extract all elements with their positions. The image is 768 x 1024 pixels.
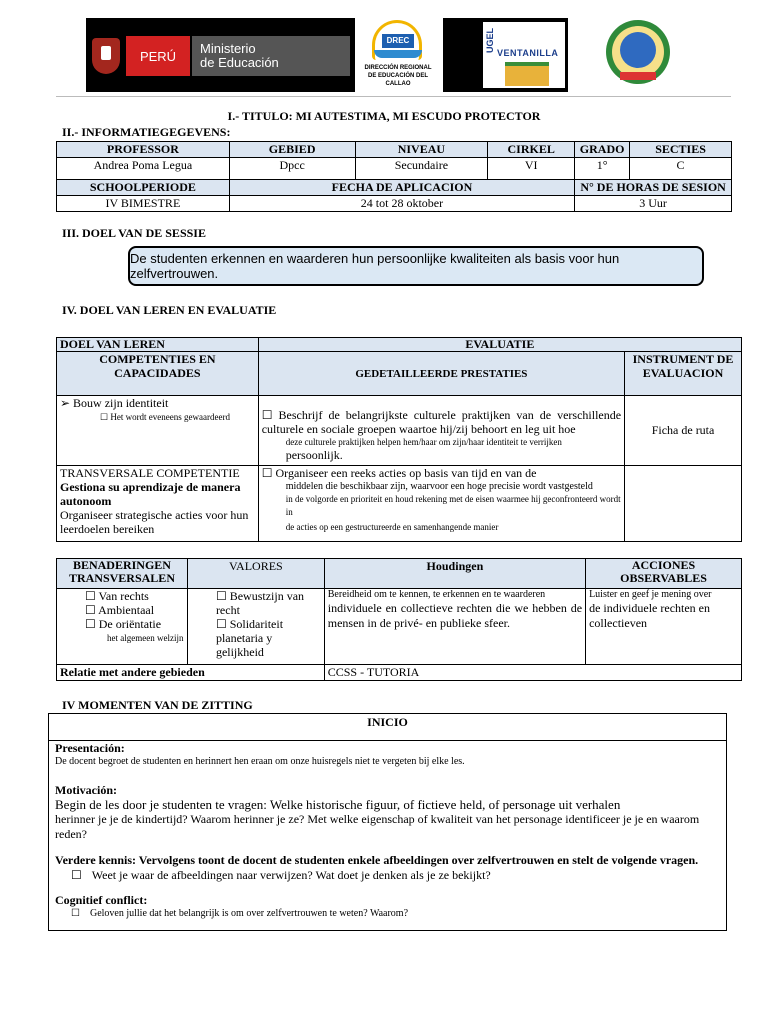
row2-performance-cell — [258, 466, 624, 542]
value-gebied: Dpcc — [229, 158, 355, 180]
row1-instrument: Ficha de ruta — [625, 396, 742, 466]
learning-eval-table — [56, 337, 742, 542]
verdere-question — [55, 867, 723, 883]
ministry-label — [192, 36, 350, 76]
enfoques-table — [56, 558, 742, 681]
session-goal-box: De studenten erkennen en waarderen hun persoonlijke kwaliteiten als basis voor hun zelfvertrouwen. — [128, 246, 704, 286]
peru-shield-icon — [92, 38, 120, 74]
value-grado: 1° — [575, 158, 630, 180]
header-horas: N° DE HORAS DE SESION — [575, 180, 732, 196]
valor-bewustzijn: ☐ Bewustzijn van recht — [215, 589, 305, 617]
header-gebied: GEBIED — [229, 142, 355, 158]
row1-performance-sub: deze culturele praktijken helpen hem/haar om zijn/haar identiteit te verrijken — [285, 437, 562, 447]
header-divider — [56, 96, 731, 97]
book-icon — [505, 62, 549, 86]
enfoques-list-cell — [57, 589, 188, 665]
value-niveau: Secundaire — [355, 158, 488, 180]
emblem-ribbon — [620, 72, 656, 80]
col-benaderingen: BENADERINGEN TRANSVERSALEN — [57, 559, 188, 589]
row2-competence-cell — [57, 466, 259, 542]
checkbox-icon: ☐ — [71, 868, 82, 882]
row2-performance-b: middelen die beschikbaar zijn, waarvoor een hoge precisie wordt vastgesteld — [285, 481, 593, 492]
col-evaluatie: EVALUATIE — [258, 338, 741, 352]
drec-text: DIRECCIÓN REGIONAL DE EDUCACIÓN DEL CALLAO — [364, 65, 432, 87]
header-cirkel: CIRKEL — [488, 142, 575, 158]
valores-cell — [187, 589, 324, 665]
row1-performance-cell — [258, 396, 624, 466]
row1-competence: ➢ Bouw zijn identiteit — [60, 396, 169, 410]
info-table — [56, 141, 732, 212]
row1-performance-main: ☐ Beschrijf de belangrijkste culturele praktijken van de verschillende culturele en sociale groepen waartoe hij/zij behoort en leg uit hoe — [261, 408, 622, 436]
header-grado: GRADO — [575, 142, 630, 158]
enfoque-item-rechts: ☐ Van rechts — [85, 589, 149, 603]
col-houdingen: Houdingen — [324, 559, 585, 589]
row2-performance-main: ☐ Organiseer een reeks acties op basis van tijd en van de — [261, 466, 537, 480]
col-competenties: COMPETENTIES EN CAPACIDADES — [57, 352, 259, 396]
houding-small: Bereidheid om te kennen, te erkennen en te waarderen — [327, 589, 546, 600]
valor-solidariteit: ☐ Solidariteit planetaria y gelijkheid — [215, 617, 284, 659]
acciones-cell — [586, 589, 742, 665]
enfoque-item-ambientaal: ☐ Ambientaal — [85, 603, 155, 617]
row1-performance-end: persoonlijk. — [285, 448, 343, 462]
row2-instrument — [625, 466, 742, 542]
row1-capacity: ☐ Het wordt eveneens gewaardeerd — [100, 412, 231, 422]
ugel-logo-inner — [483, 22, 565, 88]
minedu-logo — [86, 18, 355, 92]
drec-logo — [360, 20, 436, 92]
col-doel-van-leren: DOEL VAN LEREN — [57, 338, 259, 352]
row1-competence-cell — [57, 396, 259, 466]
ugel-abbr: UGEL — [485, 28, 495, 54]
peru-label: PERÚ — [126, 36, 190, 76]
value-fecha: 24 tot 28 oktober — [229, 196, 574, 212]
row2-performance-d: de acties op een gestructureerde en samenhangende manier — [285, 522, 499, 532]
motivacion-text2: herinner je je de kindertijd? Waarom herinner je ze? Met welke eigenschap of kwaliteit van het personage identificeer je je en waarom reden? — [55, 812, 700, 841]
col-valores: VALORES — [187, 559, 324, 589]
header-professor: PROFESSOR — [57, 142, 230, 158]
school-emblem-icon — [606, 20, 670, 84]
ministry-line1: Ministerio — [200, 41, 256, 56]
houdingen-cell — [324, 589, 585, 665]
value-professor: Andrea Poma Legua — [57, 158, 230, 180]
section4-heading: IV. DOEL VAN LEREN EN EVALUATIE — [62, 303, 277, 317]
inicio-header: INICIO — [49, 714, 726, 741]
motivacion-label: Motivación: — [55, 783, 117, 797]
section2-heading: II.- INFORMATIEGEGEVENS: — [62, 125, 231, 139]
section3-heading: III. DOEL VAN DE SESSIE — [62, 226, 206, 240]
verdere-question-text: Weet je waar de afbeeldingen naar verwijzen? Wat doet je denken als je ze bekijkt? — [91, 868, 491, 882]
value-horas: 3 Uur — [575, 196, 732, 212]
relatie-label: Relatie met andere gebieden — [57, 665, 325, 681]
verdere-kennis: Verdere kennis: Vervolgens toont de docent de studenten enkele afbeeldingen over zelfvertrouwen en stelt de volgende vragen. — [55, 853, 699, 867]
header-fecha: FECHA DE APLICACION — [229, 180, 574, 196]
houding-main: individuele en collectieve rechten die we hebben de mensen in de privé- en publieke sfeer. — [327, 601, 583, 630]
value-cirkel: VI — [488, 158, 575, 180]
row2-capacity: Organiseer strategische acties voor hun leerdoelen bereiken — [60, 508, 249, 536]
col-prestaties: GEDETAILLEERDE PRESTATIES — [258, 352, 624, 396]
wave-icon — [374, 50, 422, 58]
row2-competence: Gestiona su aprendizaje de manera autonoom — [60, 480, 241, 508]
col-instrument: INSTRUMENT DE EVALUACION — [625, 352, 742, 396]
row2-label: TRANSVERSALE COMPETENTIE — [60, 466, 240, 480]
checkbox-icon: ☐ — [71, 908, 80, 919]
value-secties: C — [630, 158, 732, 180]
enfoque-item-small: het algemeen welzijn — [107, 633, 184, 643]
conflict-question-text: Geloven jullie dat het belangrijk is om over zelfvertrouwen te weten? Waarom? — [89, 908, 409, 919]
header-niveau: NIVEAU — [355, 142, 488, 158]
ugel-logo — [443, 18, 568, 92]
row2-performance-c: in de volgorde en prioriteit en houd rekening met de eisen waarmee hij geconfronteerd wordt in — [285, 494, 621, 517]
ugel-name: VENTANILLA — [497, 48, 559, 58]
header-secties: SECTIES — [630, 142, 732, 158]
relatie-value: CCSS - TUTORIA — [324, 665, 741, 681]
emblem-core — [620, 32, 656, 68]
conflict-label: Cognitief conflict: — [55, 893, 148, 907]
accion-main: de individuele rechten en collectieven — [589, 601, 711, 630]
col-acciones: ACCIONES OBSERVABLES — [586, 559, 742, 589]
enfoque-item-orientatie: ☐ De oriëntatie — [85, 617, 162, 631]
momentos-box — [48, 713, 727, 931]
presentacion-text: De docent begroet de studenten en herinnert hen eraan om onze huisregels niet te vergeten bij elke les. — [55, 756, 465, 767]
motivacion-text1: Begin de les door je studenten te vragen: Welke historische figuur, of fictieve held, of personage uit verhalen — [55, 797, 621, 812]
page-title: I.- TITULO: MI AUTESTIMA, MI ESCUDO PROTECTOR — [227, 109, 541, 123]
value-schoolperiode: IV BIMESTRE — [57, 196, 230, 212]
header-schoolperiode: SCHOOLPERIODE — [57, 180, 230, 196]
momentos-heading: IV MOMENTEN VAN DE ZITTING — [62, 698, 253, 712]
ministry-line2: de Educación — [200, 55, 279, 70]
accion-small: Luister en geef je mening over — [589, 589, 712, 600]
presentacion-label: Presentación: — [55, 741, 125, 755]
momentos-body — [55, 741, 723, 921]
drec-abbr: DREC — [382, 34, 414, 48]
conflict-question — [55, 907, 723, 921]
